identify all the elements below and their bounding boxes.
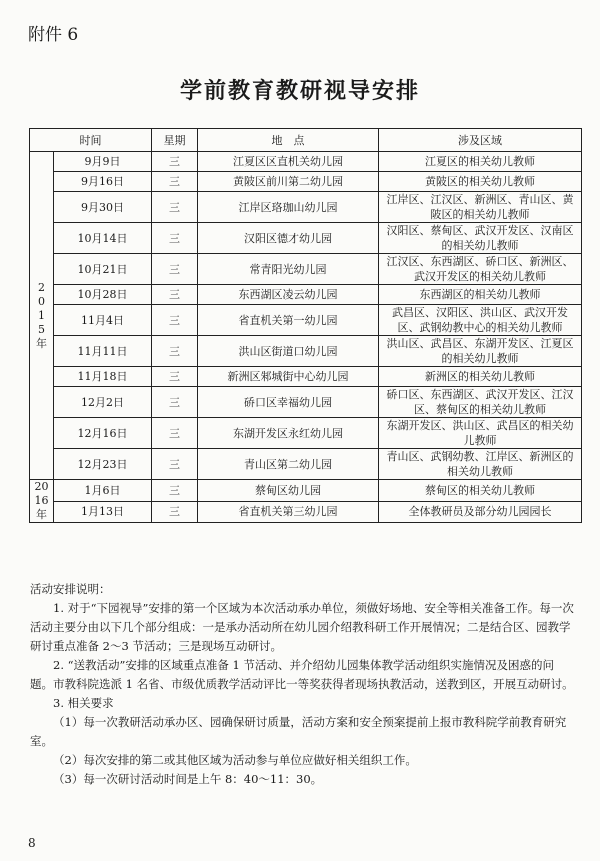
location-cell: 汉阳区德才幼儿园 — [198, 223, 379, 254]
location-cell: 洪山区街道口幼儿园 — [198, 336, 379, 367]
location-cell: 硚口区幸福幼儿园 — [198, 387, 379, 418]
header-weekday: 星期 — [152, 129, 198, 152]
date-cell: 12月23日 — [54, 449, 152, 480]
table-row — [30, 336, 582, 367]
header-districts: 涉及区域 — [379, 129, 582, 152]
header-time: 时间 — [30, 129, 152, 152]
weekday-cell: 三 — [152, 254, 198, 285]
table-row — [30, 480, 582, 502]
date-cell: 10月14日 — [54, 223, 152, 254]
districts-cell: 江汉区、东西湖区、硚口区、新洲区、武汉开发区的相关幼儿教师 — [379, 254, 582, 285]
date-cell: 10月21日 — [54, 254, 152, 285]
notes-section — [30, 580, 575, 789]
year-cell-2016: 20 16 年 — [30, 480, 54, 523]
weekday-cell: 三 — [152, 223, 198, 254]
note-paragraph-2: 2. “送教活动”安排的区域重点准备 1 节活动、并介绍幼儿园集体教学活动组织实施情况及困惑的问题。市教科院选派 1 名省、市级优质教学活动评比一等奖获得者现场执教活动，送教到区，开展互动研讨。 — [30, 658, 574, 691]
location-cell: 青山区第二幼儿园 — [198, 449, 379, 480]
year-cell-2015: 2 0 1 5 年 — [30, 152, 54, 480]
location-cell: 省直机关第三幼儿园 — [198, 501, 379, 523]
weekday-cell: 三 — [152, 367, 198, 387]
weekday-cell: 三 — [152, 501, 198, 523]
table-row — [30, 305, 582, 336]
districts-cell: 东湖开发区、洪山区、武昌区的相关幼儿教师 — [379, 418, 582, 449]
location-cell: 黄陂区前川第二幼儿园 — [198, 172, 379, 192]
date-cell: 1月13日 — [54, 501, 152, 523]
note-item-3-3: （3）每一次研讨活动时间是上午 8：40～11：30。 — [53, 772, 323, 786]
date-cell: 9月16日 — [54, 172, 152, 192]
date-cell: 12月2日 — [54, 387, 152, 418]
districts-cell: 新洲区的相关幼儿教师 — [379, 367, 582, 387]
date-cell: 11月18日 — [54, 367, 152, 387]
location-cell: 省直机关第一幼儿园 — [198, 305, 379, 336]
note-paragraph-1: 1. 对于“下园视导”安排的第一个区域为本次活动承办单位，须做好场地、安全等相关准备工作。每一次活动主要分由以下几个部分组成：一是承办活动所在幼儿园介绍教科研工作开展情况；二是结合区、园教学研讨重点准备 2～3 节活动；三是现场互动研讨。 — [30, 601, 574, 653]
districts-cell: 东西湖区的相关幼儿教师 — [379, 285, 582, 305]
location-cell: 新洲区邾城街中心幼儿园 — [198, 367, 379, 387]
weekday-cell: 三 — [152, 418, 198, 449]
districts-cell: 武昌区、汉阳区、洪山区、武汉开发区、武钢幼教中心的相关幼儿教师 — [379, 305, 582, 336]
weekday-cell: 三 — [152, 449, 198, 480]
table-row — [30, 285, 582, 305]
date-cell: 12月16日 — [54, 418, 152, 449]
table-header-row — [30, 129, 582, 152]
location-cell: 东湖开发区永红幼儿园 — [198, 418, 379, 449]
weekday-cell: 三 — [152, 480, 198, 502]
weekday-cell: 三 — [152, 336, 198, 367]
table-row — [30, 501, 582, 523]
page-title: 学前教育教研视导安排 — [179, 79, 420, 104]
districts-cell: 青山区、武钢幼教、江岸区、新洲区的相关幼儿教师 — [379, 449, 582, 480]
notes-heading: 活动安排说明： — [30, 582, 111, 596]
weekday-cell: 三 — [152, 387, 198, 418]
table-row — [30, 172, 582, 192]
weekday-cell: 三 — [152, 305, 198, 336]
note-item-3-2: （2）每次安排的第二或其他区域为活动参与单位应做好相关组织工作。 — [53, 753, 417, 767]
page-number: 8 — [28, 836, 36, 850]
date-cell: 10月28日 — [54, 285, 152, 305]
districts-cell: 江夏区的相关幼儿教师 — [379, 152, 582, 172]
note-item-3-1: （1）每一次教研活动承办区、园确保研讨质量，活动方案和安全预案提前上报市教科院学前教育研究室。 — [30, 715, 567, 748]
attachment-label: 附件 6 — [28, 25, 79, 45]
table-row — [30, 223, 582, 254]
weekday-cell: 三 — [152, 172, 198, 192]
districts-cell: 硚口区、东西湖区、武汉开发区、江汉区、蔡甸区的相关幼儿教师 — [379, 387, 582, 418]
header-location: 地 点 — [198, 129, 379, 152]
location-cell: 常青阳光幼儿园 — [198, 254, 379, 285]
location-cell: 江岸区珞珈山幼儿园 — [198, 192, 379, 223]
districts-cell: 蔡甸区的相关幼儿教师 — [379, 480, 582, 502]
location-cell: 东西湖区凌云幼儿园 — [198, 285, 379, 305]
weekday-cell: 三 — [152, 192, 198, 223]
location-cell: 江夏区区直机关幼儿园 — [198, 152, 379, 172]
table-row — [30, 367, 582, 387]
districts-cell: 全体教研员及部分幼儿园园长 — [379, 501, 582, 523]
date-cell: 1月6日 — [54, 480, 152, 502]
date-cell: 9月9日 — [54, 152, 152, 172]
date-cell: 11月4日 — [54, 305, 152, 336]
districts-cell: 汉阳区、蔡甸区、武汉开发区、汉南区的相关幼儿教师 — [379, 223, 582, 254]
table-row — [30, 387, 582, 418]
weekday-cell: 三 — [152, 285, 198, 305]
districts-cell: 江岸区、江汉区、新洲区、青山区、黄陂区的相关幼儿教师 — [379, 192, 582, 223]
districts-cell: 黄陂区的相关幼儿教师 — [379, 172, 582, 192]
date-cell: 9月30日 — [54, 192, 152, 223]
table-row — [30, 254, 582, 285]
table-row — [30, 449, 582, 480]
table-row — [30, 418, 582, 449]
districts-cell: 洪山区、武昌区、东湖开发区、江夏区的相关幼儿教师 — [379, 336, 582, 367]
weekday-cell: 三 — [152, 152, 198, 172]
schedule-table — [29, 128, 582, 523]
note-paragraph-3: 3. 相关要求 — [53, 696, 114, 710]
date-cell: 11月11日 — [54, 336, 152, 367]
table-row — [30, 192, 582, 223]
table-row — [30, 152, 582, 172]
location-cell: 蔡甸区幼儿园 — [198, 480, 379, 502]
